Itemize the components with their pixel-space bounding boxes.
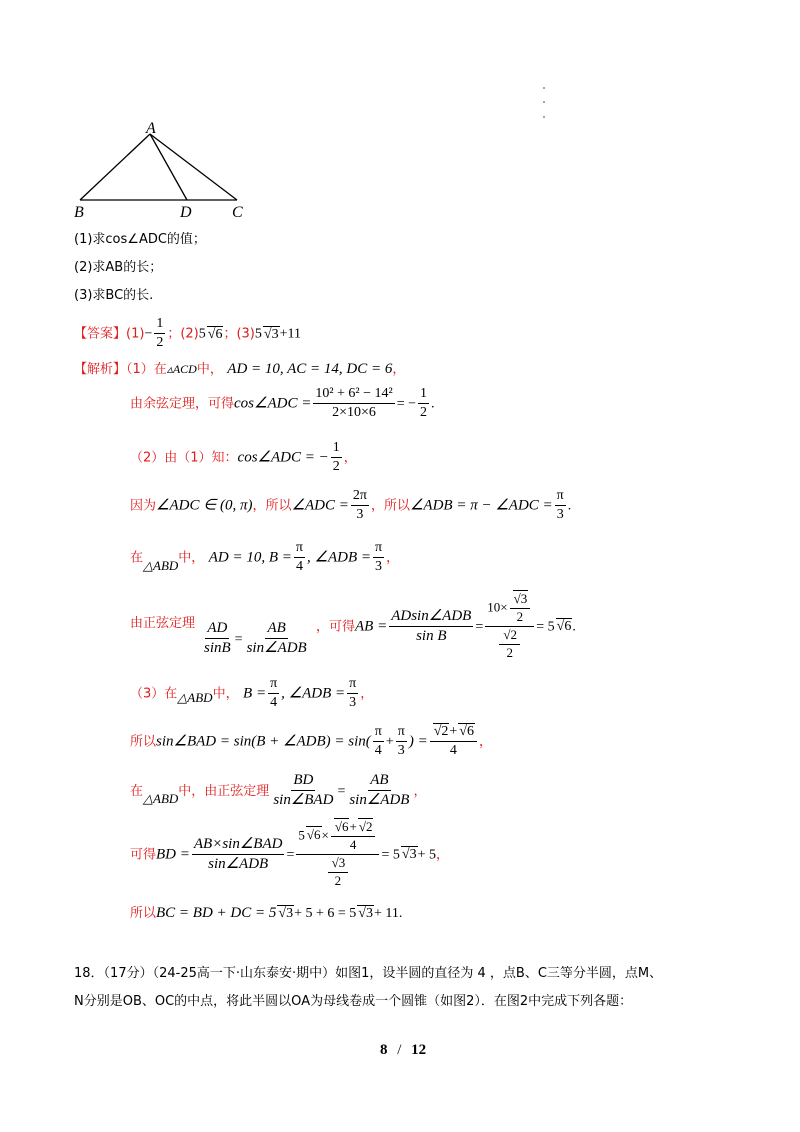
math-expression: = [337, 783, 346, 799]
sqrt-radicand: 6 [466, 724, 474, 739]
answer-part: 5 [198, 326, 206, 342]
sqrt: √2 [433, 724, 449, 739]
sqrt: √6 [207, 326, 223, 342]
analysis-text: ，可得 [316, 619, 356, 635]
fraction [373, 540, 384, 575]
analysis-line-6b [200, 620, 311, 658]
fraction [294, 540, 305, 575]
sqrt-radicand: 3 [520, 591, 528, 606]
sqrt-radicand: 2 [441, 724, 449, 739]
fraction-numerator: π [294, 540, 305, 558]
sqrt-radicand: 2 [510, 626, 518, 642]
fraction [347, 772, 411, 810]
sqrt: √3 [358, 906, 373, 921]
sqrt-radicand: 3 [365, 906, 373, 921]
analysis-text: （2）由（1）知： [130, 450, 238, 466]
question-18-line-1: 18．（17分）（24-25高一下·山东泰安·期中）如图1，设半圆的直径为 4 ，点B、C三等分半圆，点M、 [74, 966, 663, 981]
sqrt-radicand: 3 [271, 326, 279, 342]
analysis-text: 中，由正弦定理 [178, 783, 270, 799]
fraction [396, 724, 407, 759]
analysis-text: 由余弦定理，可得 [130, 396, 235, 412]
fraction-numerator: BD [291, 772, 315, 791]
fraction [510, 592, 531, 625]
sqrt-radicand: 6 [215, 326, 223, 342]
fraction-numerator: AB [368, 772, 390, 791]
fraction [313, 386, 394, 421]
question-1: (1)求cos∠ADC的值； [74, 232, 206, 247]
sqrt-radicand: 2 [365, 819, 373, 834]
math-expression: 5 [298, 827, 305, 843]
math-expression: BD = [156, 846, 190, 863]
fraction [499, 628, 520, 661]
math-expression: AB = [355, 618, 388, 635]
analysis-text: 因为 [130, 498, 157, 514]
fraction-numerator: π [373, 724, 384, 742]
math-expression: = [286, 847, 295, 863]
analysis-text: 在 [130, 783, 144, 799]
sqrt-radicand: 6 [314, 827, 321, 843]
analysis-text: ，所以 [252, 498, 292, 514]
page-number [380, 1042, 426, 1059]
math-expression: sin∠BAD = sin(B + ∠ADB) = sin( [156, 733, 371, 750]
fraction [331, 440, 342, 475]
punct: ， [392, 362, 406, 377]
fraction [555, 488, 566, 523]
punct: . [572, 619, 576, 635]
vertex-label-a: A [146, 120, 156, 137]
fraction-denominator: 4 [270, 695, 278, 711]
punct: ， [360, 686, 374, 702]
fraction [154, 316, 165, 351]
triangle-name: △ABD [143, 557, 179, 573]
fraction-denominator [324, 855, 353, 889]
analysis-line-2 [130, 386, 435, 421]
fraction-denominator: 3 [356, 507, 364, 523]
fraction-denominator: 3 [375, 559, 383, 575]
math-expression: + 5 + 6 = 5 [294, 906, 357, 921]
answer-line [74, 316, 301, 351]
fraction-denominator: 2 [156, 335, 164, 351]
analysis-text: （3）在 [130, 686, 178, 702]
math-expression: + [385, 734, 394, 750]
fraction-denominator: sinB [204, 640, 231, 657]
total-pages: 12 [411, 1042, 427, 1058]
analysis-text: （1）在 [126, 362, 167, 377]
fraction [202, 620, 233, 658]
sqrt: √6 [306, 827, 321, 843]
analysis-line-8 [130, 724, 492, 759]
analysis-label: 【解析】 [74, 362, 127, 377]
sqrt: √3 [513, 591, 528, 606]
math-expression: AD = 10, B = [208, 549, 292, 566]
vertex-label-b: B [74, 204, 84, 220]
fraction-numerator [296, 820, 379, 855]
analysis-line-4 [130, 488, 571, 523]
analysis-text: 由正弦定理 [130, 616, 196, 631]
vertex-label-c: C [232, 204, 243, 220]
math-expression: + [449, 724, 458, 739]
math-expression: , ∠ADB = [281, 685, 346, 702]
fraction-denominator: 4 [295, 559, 303, 575]
math-expression: = [475, 619, 484, 635]
math-expression: = [234, 631, 243, 647]
sqrt: √3 [263, 326, 279, 342]
math-expression: BC = BD + DC = 5 [156, 905, 277, 921]
math-expression: ∠ADC = [291, 497, 349, 514]
sqrt: √6 [459, 724, 474, 739]
fraction-denominator: 2×10×6 [332, 405, 376, 421]
analysis-line-10 [130, 820, 449, 889]
fraction-numerator: 1 [418, 386, 429, 404]
math-expression: ∠ADB = π − ∠ADC = [409, 497, 553, 514]
analysis-line-3 [130, 440, 357, 475]
question-3: (3)求BC的长. [74, 288, 154, 303]
answer-part: − [144, 326, 153, 342]
fraction-numerator [485, 592, 534, 627]
fraction [268, 676, 279, 711]
punct: ， [435, 847, 449, 863]
sqrt: √6 [334, 819, 349, 834]
math-expression: + [349, 819, 357, 834]
fraction [331, 820, 376, 853]
fraction-denominator: sin B [416, 627, 447, 644]
sqrt: √2 [503, 626, 518, 642]
answer-part: +11 [279, 326, 301, 342]
current-page: 8 [380, 1042, 388, 1058]
sqrt: √2 [358, 819, 373, 834]
fraction [347, 676, 358, 711]
answer-part: (1) [126, 326, 145, 342]
analysis-line-11 [130, 902, 402, 922]
analysis-line-6c [316, 592, 576, 661]
triangle-name: ACD [172, 362, 197, 376]
vertex-label-d: D [180, 204, 192, 220]
analysis-text: 可得 [130, 847, 157, 863]
question-18-line-2: N分别是OB、OC的中点，将此半圆以OA为母线卷成一个圆锥（如图2）．在图2中完成下列各题： [74, 994, 633, 1009]
fraction-denominator: 3 [397, 743, 405, 759]
fraction-numerator: π [373, 540, 384, 558]
fraction [192, 836, 285, 874]
punct: ， [343, 450, 357, 466]
sqrt-radicand: 3 [338, 854, 346, 870]
triangle-name: △ABD [177, 689, 213, 705]
fraction-numerator: 1 [154, 316, 165, 334]
analysis-text: 所以 [130, 734, 157, 750]
triangle-figure [60, 118, 270, 220]
fraction-denominator: sin∠ADB [349, 792, 410, 809]
fraction-denominator: 2 [516, 608, 524, 624]
sqrt-radicand: 3 [286, 906, 294, 921]
fraction-numerator: π [555, 488, 566, 506]
fraction-numerator: 2π [351, 488, 369, 506]
punct: . [431, 396, 435, 412]
analysis-text: 所以 [130, 906, 157, 921]
math-expression: + 11. [373, 906, 403, 921]
punct: ， [478, 734, 492, 750]
analysis-line-1: 【解析】（1）在▵ACD中， AD = 10, AC = 14, DC = 6， [74, 361, 406, 377]
fraction-denominator: 4 [374, 743, 382, 759]
punct: . [567, 498, 572, 514]
math-expression: cos∠ADC = − [237, 449, 329, 466]
margin-dot [543, 101, 545, 103]
fraction-numerator: π [268, 676, 279, 694]
punct: ， [413, 783, 427, 799]
fraction [418, 386, 429, 421]
fraction-denominator: 4 [449, 743, 457, 759]
math-expression: B = [243, 685, 267, 702]
analysis-line-6a [130, 612, 195, 631]
margin-dot [543, 87, 545, 89]
analysis-text: 中， [212, 686, 239, 702]
fraction-numerator: π [347, 676, 358, 694]
fraction-denominator: 4 [349, 836, 357, 852]
fraction [328, 856, 349, 889]
fraction [271, 772, 335, 810]
fraction-denominator: sin∠ADB [208, 855, 269, 872]
answer-part: 5 [254, 326, 262, 342]
math-expression: × [321, 827, 329, 843]
fraction-denominator: sin∠ADB [246, 640, 307, 657]
margin-dot [543, 116, 545, 118]
math-expression: = 5 [536, 619, 555, 635]
analysis-line-5 [130, 540, 399, 575]
fraction-denominator: 2 [334, 872, 342, 888]
fraction-denominator: 3 [556, 507, 564, 523]
analysis-text: ，所以 [370, 498, 410, 514]
fraction-numerator: ADsin∠ADB [389, 608, 473, 627]
fraction [351, 488, 369, 523]
fraction-numerator: π [396, 724, 407, 742]
sqrt-radicand: 6 [341, 819, 349, 834]
analysis-line-9 [130, 772, 426, 810]
fraction-denominator: sin∠BAD [273, 792, 334, 809]
math-expression: 10× [487, 599, 508, 615]
math-expression: ) = [408, 733, 428, 750]
compound-fraction [296, 820, 379, 889]
fraction-numerator: AD [205, 620, 229, 639]
analysis-line-7 [130, 676, 373, 711]
sqrt-radicand: 3 [409, 847, 417, 863]
triangle-name: △ABD [143, 790, 179, 806]
fraction [373, 724, 384, 759]
fraction-denominator: 2 [506, 644, 513, 660]
answer-part: ；(3) [223, 326, 255, 342]
fraction-numerator [430, 724, 477, 742]
answer-part: ；(2) [167, 326, 199, 342]
fraction-denominator: 2 [420, 405, 428, 421]
math-expression: = 5 [381, 847, 400, 863]
punct: ， [386, 550, 400, 566]
sqrt-radicand: 6 [564, 619, 572, 635]
fraction-numerator: AB [265, 620, 287, 639]
math-expression: AD = 10, AC = 14, DC = 6 [227, 361, 393, 377]
fraction-numerator: AB×sin∠BAD [192, 836, 285, 855]
math-expression: cos∠ADC = [234, 395, 312, 412]
sqrt: √6 [556, 619, 572, 635]
fraction-denominator: 3 [349, 695, 357, 711]
math-expression: ∠ADC ∈ (0, π) [156, 497, 253, 514]
analysis-text: 中， [178, 550, 205, 566]
fraction-numerator: 10² + 6² − 14² [313, 386, 394, 404]
question-2: (2)求AB的长； [74, 260, 163, 275]
fraction [245, 620, 309, 658]
fraction [430, 724, 477, 759]
fraction-numerator: 1 [331, 440, 342, 458]
sqrt: √3 [278, 906, 294, 921]
page-separator: / [397, 1042, 402, 1058]
answer-label: 【答案】 [74, 326, 127, 342]
math-expression: , ∠ADB = [307, 549, 371, 566]
sqrt: √3 [401, 847, 417, 863]
fraction [389, 608, 473, 646]
fraction-denominator: 2 [332, 459, 340, 475]
math-expression: + 5 [417, 847, 436, 863]
math-expression: = − [396, 396, 417, 412]
fraction-denominator [495, 627, 524, 661]
sqrt: √3 [331, 854, 346, 870]
compound-fraction [485, 592, 534, 661]
analysis-text: 中， [196, 362, 223, 377]
analysis-text: 在 [130, 550, 144, 566]
